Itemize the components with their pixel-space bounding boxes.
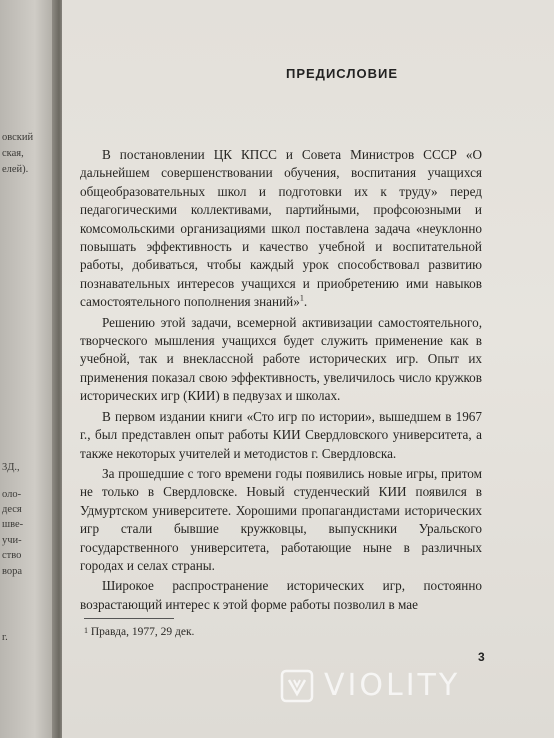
left-page-fragment: 3Д.,: [2, 462, 20, 473]
footnote-rule: [84, 618, 174, 619]
left-page-fragment: учи-: [2, 535, 22, 546]
adjacent-left-page: [0, 0, 58, 738]
left-page-fragment: шве-: [2, 519, 24, 530]
paragraph: В постановлении ЦК КПСС и Совета Министров СССР «О дальнейшем совершенствовании обучения, воспитания учащихся общеобразовательных школ и подготовки их к труду» перед педагогическими коллективами, партийными, профсоюзными и комсомольскими организациями школ поставлена задача «неуклонно повышать эффективность и качество учебной и воспитательной работы, добиваться, чтобы каждый урок способствовал развитию познавательных интересов учащихся и приобретению ими навыков самостоятельного пополнения знаний»$^1$.: [80, 147, 482, 310]
left-page-fragment: вора: [2, 566, 23, 577]
footnote-number: 1: [84, 626, 88, 635]
page-heading: ПРЕДИСЛОВИЕ: [286, 66, 398, 81]
page-number: 3: [478, 650, 485, 664]
left-page-fragment: ство: [2, 550, 22, 561]
paragraph: Широкое распространение исторических игр, постоянно возрастающий интерес к этой форме работы позволил в мае: [80, 578, 482, 612]
paragraph: За прошедшие с того времени годы появились новые игры, притом не только в Свердловске. Новый студенческий КИИ появился в Удмуртском университете. Хорошими пропагандистами исторических игр стали бывшие кружковцы, выпускники Уральского государственного университета, работающие ныне в различных городах и селах страны.: [80, 465, 482, 573]
left-page-fragment: г.: [2, 632, 8, 643]
left-page-fragment: оло-: [2, 489, 22, 500]
watermark: [280, 668, 460, 703]
left-page-fragment: елей).: [2, 164, 29, 175]
book-page: [62, 0, 554, 738]
footnote: [84, 626, 194, 638]
footnote-text: Правда, 1977, 29 дек.: [90, 626, 195, 638]
left-page-fragment: овский: [2, 132, 34, 143]
paragraph: В первом издании книги «Сто игр по истории», вышедшем в 1967 г., был представлен опыт работы КИИ Свердловского университета, а также некоторых учителей и методистов г. Свердловска.: [80, 408, 482, 461]
paragraph: Решению этой задачи, всемерной активизации самостоятельного, творческого мышления учащихся будет служить применение как в учебной, так и внеклассной работе исторических игр. Опыт их применения показал свою эффективность, увеличилось число кружков исторических игр (КИИ) в педвузах и школах.: [80, 314, 482, 404]
left-page-fragment: ская,: [2, 148, 24, 159]
watermark-text: VIOLITY: [324, 668, 461, 703]
violity-logo-icon: [280, 669, 314, 703]
left-page-fragment: деся: [2, 504, 22, 515]
body-text: [80, 146, 482, 614]
paragraph-text: В постановлении ЦК КПСС и Совета Министров СССР «О дальнейшем совершенствовании обучения, воспитания учащихся общеобразовательных школ и подготовки их к труду» перед педагогическими коллективами, партийными, профсоюзными и комсомольскими организациями школ поставлена задача «неуклонно повышать эффективность и качество учебной и воспитательной работы, добиваться, чтобы каждый урок способствовал развитию познавательных интересов учащихся и приобретению ими навыков самостоятельного пополнения знаний»: [80, 147, 482, 310]
footnote-marker: 1: [299, 293, 304, 303]
